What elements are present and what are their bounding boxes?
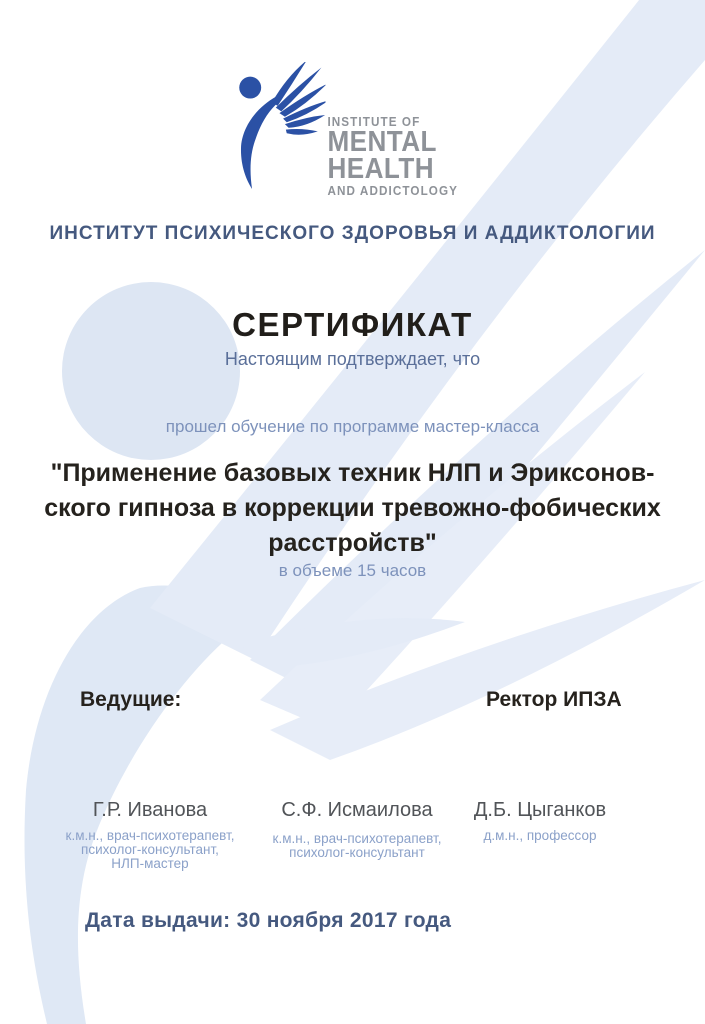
leaders-label: Ведущие: [80, 688, 182, 711]
signatory-credential: к.м.н., врач-психотерапевт, [272, 831, 442, 846]
program-title-line-3: расстройств" [268, 529, 437, 557]
rector-label: Ректор ИПЗА [486, 688, 622, 711]
signatory-credential: психолог-консультант [289, 845, 425, 860]
program-title-line-2: ского гипноза в коррекции тревожно-фобических [44, 494, 661, 522]
signatory-credential: НЛП-мастер [111, 856, 189, 871]
signatory-ivanova [30, 799, 270, 871]
issue-date: Дата выдачи: 30 ноября 2017 года [85, 909, 452, 932]
logo-line-health: HEALTH [326, 153, 434, 185]
signatory-credential: психолог-консультант, [81, 842, 219, 857]
certificate-subtitle: Настоящим подтверждает, что [224, 349, 481, 369]
program-title [0, 456, 705, 561]
signatory-credential: к.м.н., врач-психотерапевт, [65, 828, 235, 843]
logo-wordmark [327, 114, 458, 199]
signatory-name: Г.Р. Иванова [92, 799, 208, 821]
logo [233, 62, 472, 199]
logo-line-institute-of: INSTITUTE OF [326, 114, 420, 129]
signatory-name: С.Ф. Исмаилова [281, 799, 433, 821]
winged-person-logo-icon [233, 62, 325, 199]
program-title-line-1: "Применение базовых техник НЛП и Эриксонов- [50, 459, 655, 487]
program-duration: в объеме 15 часов [278, 561, 427, 580]
institute-name-ru: ИНСТИТУТ ПСИХИЧЕСКОГО ЗДОРОВЬЯ И АДДИКТОЛОГИИ [49, 223, 656, 244]
certificate-title: СЕРТИФИКАТ [232, 306, 473, 343]
signatory-tsygankov [420, 799, 660, 843]
logo-line-addictology: AND ADDICTOLOGY [326, 183, 458, 198]
signatory-name: Д.Б. Цыганков [473, 799, 607, 821]
program-intro: прошел обучение по программе мастер-класса [165, 417, 540, 436]
signatory-credential: д.м.н., профессор [483, 828, 597, 843]
logo-line-mental: MENTAL [326, 126, 437, 158]
